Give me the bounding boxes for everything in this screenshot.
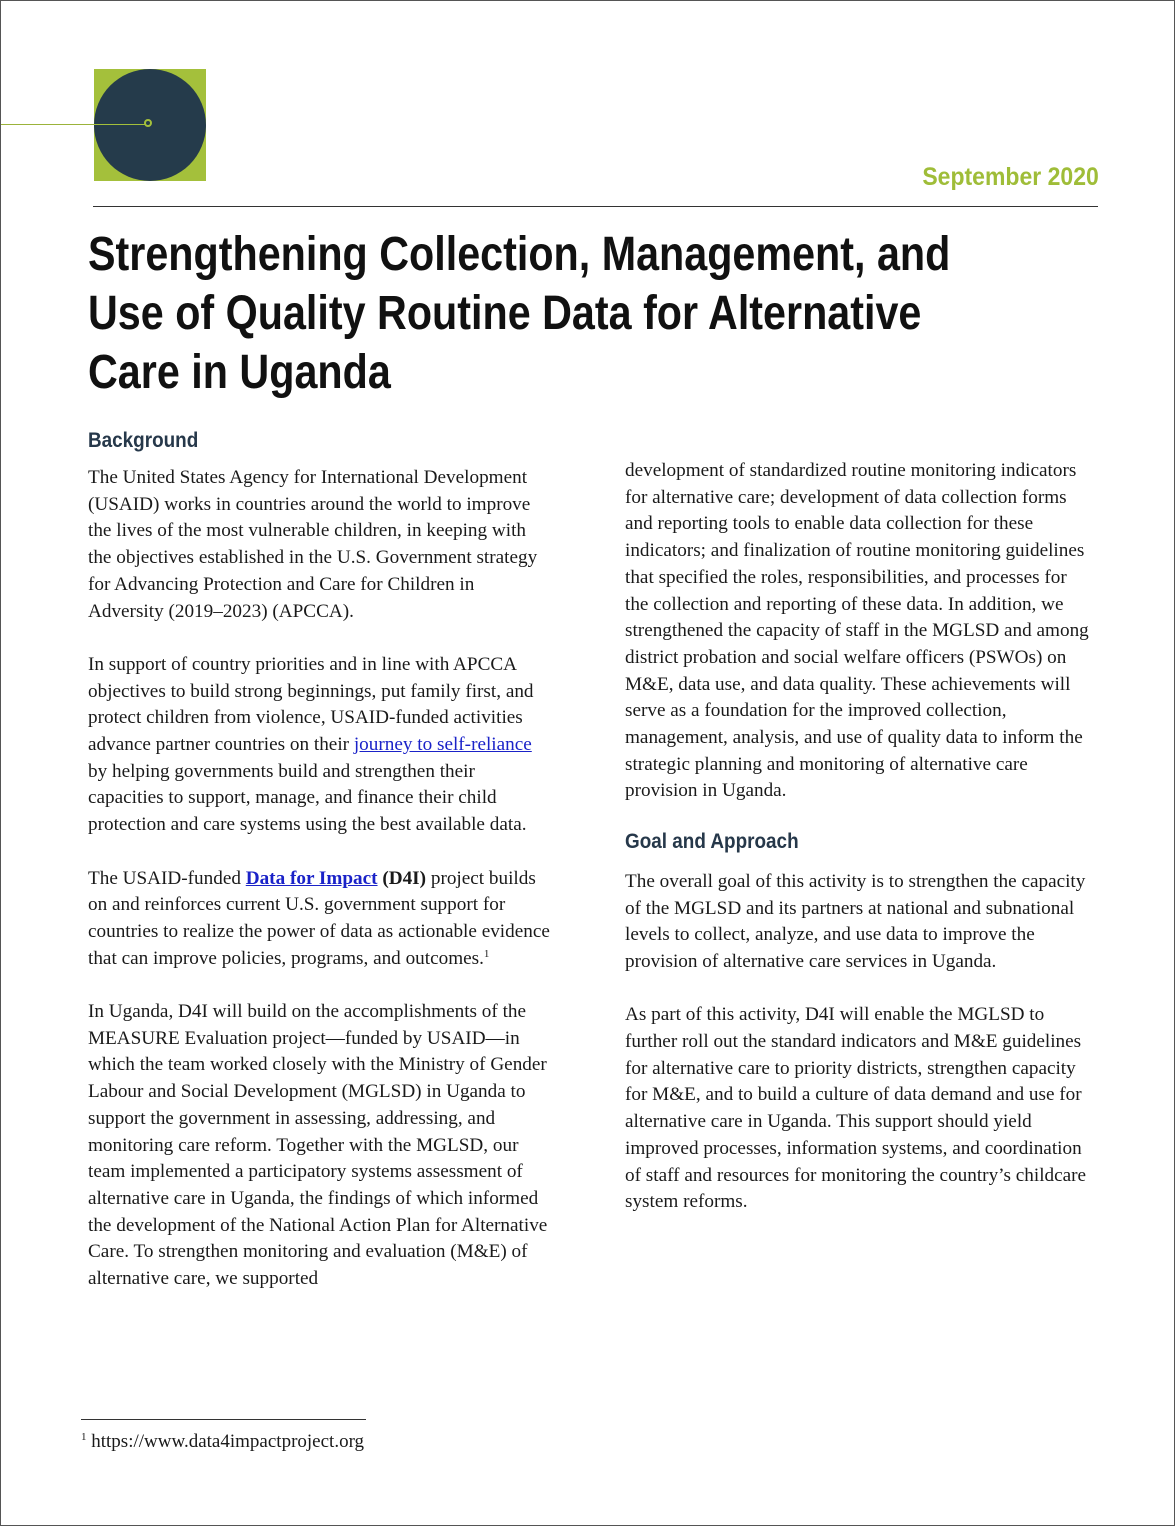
paragraph: As part of this activity, D4I will enable the MGLSD to further roll out the standard indicators and M&E guidelines for alternative care to priority districts, strengthen capacity for M&E, and to build a culture of data demand and use for alternative care in Uganda. This support should yield improved processes, information systems, and coordination of staff and resources for monitoring the country’s childcare system reforms.	[625, 1004, 1087, 1213]
header-divider	[93, 206, 1098, 207]
left-column	[88, 429, 553, 1319]
section-heading-background: Background	[88, 429, 199, 452]
title-line: Strengthening Collection, Management, and	[88, 228, 951, 281]
footnote-url: https://www.data4impactproject.org	[86, 1431, 365, 1452]
paragraph: In Uganda, D4I will build on the accomplishments of the MEASURE Evaluation project—funded by USAID—in which the team worked closely with the Ministry of Gender Labour and Social Development (MGLSD) in Uganda to support the government in assessing, addressing, and monitoring care reform. Together with the MGLSD, our team implemented a participatory systems assessment of alternative care in Uganda, the findings of which informed the development of the National Action Plan for Alternative Care. To strengthen monitoring and evaluation (M&E) of alternative care, we supported	[88, 1001, 548, 1290]
paragraph: The overall goal of this activity is to strengthen the capacity of the MGLSD and its partners at national and subnational levels to collect, analyze, and use data to improve the provision of alternative care services in Uganda.	[625, 870, 1086, 972]
footnote	[81, 1431, 364, 1453]
text-run: project builds on and reinforces current U.S. government support for countries to realize the power of data as actionable evidence that can improve policies, programs, and outcomes.	[88, 867, 550, 969]
section-heading-goal-and-approach: Goal and Approach	[625, 829, 799, 853]
paragraph: development of standardized routine monitoring indicators for alternative care; development of data collection forms and reporting tools to enable data collection for these indicators; and finalization of routine monitoring guidelines that specified the roles, responsibilities, and processes for the collection and reporting of these data. In addition, we strengthened the capacity of staff in the MGLSD and among district probation and social welfare officers (PSWOs) on M&E, data use, and data quality. These achievements will serve as a foundation for the improved collection, management, analysis, and use of quality data to inform the strategic planning and monitoring of alternative care provision in Uganda.	[625, 460, 1089, 802]
footnote-number: 1	[81, 1431, 87, 1443]
paragraph	[88, 652, 553, 839]
text-run: by helping governments build and strengthen their capacities to support, manage, and finance their child protection and care systems using the best available data.	[88, 760, 527, 836]
text-run: The USAID-funded	[88, 867, 246, 889]
footnote-reference: 1	[483, 947, 490, 960]
logo-inner-line	[94, 124, 146, 125]
paragraph: The United States Agency for International Development (USAID) works in countries around the world to improve the lives of the most vulnerable children, in keeping with the objectives established in the U.S. Government strategy for Advancing Protection and Care for Children in Adversity (2019–2023) (APCCA).	[88, 467, 538, 622]
logo-ring-icon	[144, 119, 152, 127]
d4i-abbrev: (D4I)	[377, 867, 427, 889]
title-line: Use of Quality Routine Data for Alternative	[88, 287, 922, 340]
document-title	[88, 225, 982, 402]
title-line: Care in Uganda	[88, 346, 391, 399]
text-run: In support of country priorities and in line with APCCA objectives to build strong beginnings, put family first, and protect children from violence, USAID-funded activities advance partner countries on their	[88, 653, 534, 756]
journey-to-self-reliance-link[interactable]: journey to self-reliance	[353, 734, 532, 756]
paragraph	[88, 866, 553, 973]
right-column	[625, 458, 1090, 1243]
data-for-impact-link[interactable]: Data for Impact	[245, 867, 378, 889]
footnote-divider	[81, 1419, 366, 1420]
publication-date: September 2020	[922, 163, 1099, 191]
